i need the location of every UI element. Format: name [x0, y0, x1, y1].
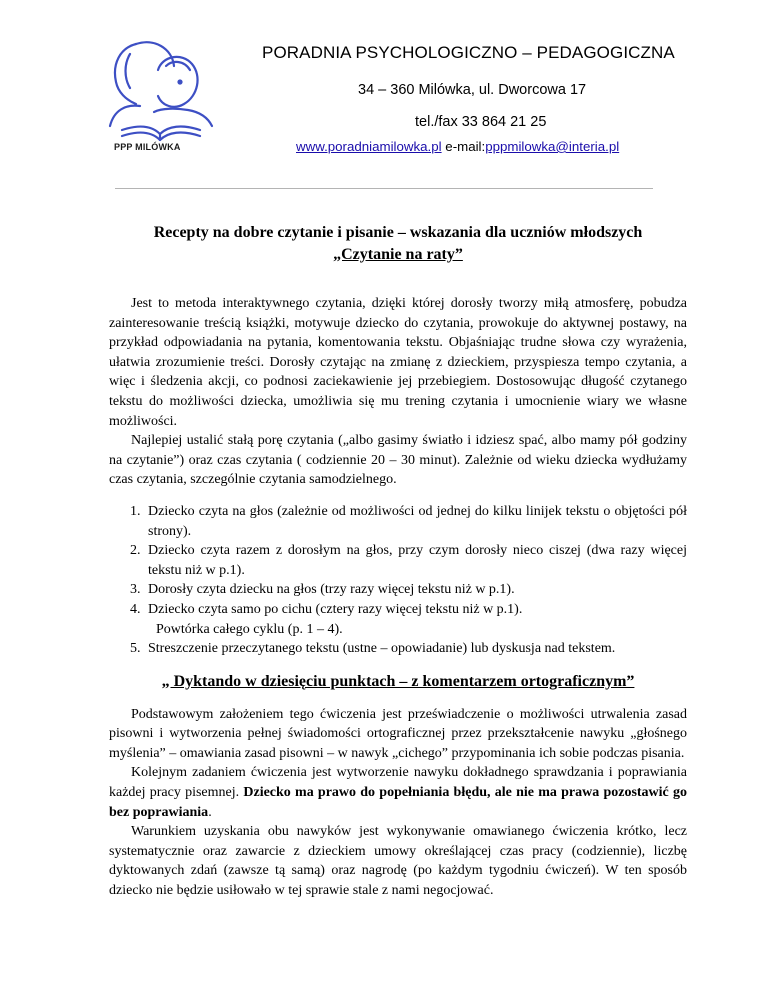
section-subtitle: „Czytanie na raty” [333, 246, 463, 263]
email-link[interactable]: pppmilowka@interia.pl [485, 139, 620, 154]
list-item-text: Dziecko czyta samo po cichu (cztery razy więcej tekstu niż w p.1). [148, 601, 523, 617]
section-title: Recepty na dobre czytanie i pisanie – wskazania dla uczniów młodszych [153, 224, 643, 241]
address: 34 – 360 Milówka, ul. Dworcowa 17 [358, 82, 587, 98]
list-item [144, 600, 687, 639]
phone: tel./fax 33 864 21 25 [415, 114, 547, 130]
list-note: Powtórka całego cyklu (p. 1 – 4). [156, 621, 343, 637]
list-item: 1. Dziecko czyta na głos (zależnie od możliwości od jednej do kilku linijek tekstu o objętości pół strony). [144, 502, 687, 541]
spacer [109, 490, 687, 502]
document-body [109, 222, 687, 901]
steps-list [109, 502, 687, 659]
paragraph-text: . [208, 804, 212, 820]
paragraph: Jest to metoda interaktywnego czytania, dzięki której dorosły tworzy miłą atmosferę, pobudza zainteresowanie treścią książki, motywuje dziecko do czytania, prowokuje do aktywnej postawy, na przykład odpowiadania na pytania, komentowania tekstu. Objaśniając trudne słowa czy wyrażenia, ułatwia zrozumienie treści. Dorosły czytając na zmianę z dzieckiem, przyspiesza tempo czytania, a więc i śledzenia akcji, co podnosi zaciekawienie jej przebiegiem. Dostosowując długość czytanego tekstu do możliwości dziecka, umożliwia się mu trening czytania i umocnienie wiary we własne możliwości. [109, 296, 687, 429]
paragraph: Warunkiem uzyskania obu nawyków jest wykonywanie omawianego ćwiczenia krótko, lecz systematycznie oraz zawarcie z dzieckiem umowy określającej czas pracy (codziennie), liczbę dyktowanych zdań (zawsze tą samą) oraz nagrodę (po każdym tygodniu ćwiczeń). W ten sposób dziecko nie będzie usiłowało w tej sprawie stale z nami negocjować. [109, 824, 687, 899]
paragraph: Podstawowym założeniem tego ćwiczenia jest przeświadczenie o możliwości utrwalenia zasad pisowni i wytworzenia pełnej świadomości ortograficznej przez przekształcenie nawyku „głośnego myślenia” – omawiania zasad pisowni – w nawyk „cichego” przypominania ich sobie podczas pisania. [109, 706, 687, 761]
org-name: PORADNIA PSYCHOLOGICZNO – PEDAGOGICZNA [262, 43, 675, 62]
section-title: „ Dyktando w dziesięciu punktach – z komentarzem ortograficznym” [161, 672, 635, 690]
contact-line [296, 139, 619, 154]
email-label: e-mail: [445, 139, 486, 154]
logo-text: PPP MILÓWKA [114, 142, 181, 152]
spacer [109, 659, 687, 671]
logo-parent-child-reading-icon [96, 26, 226, 156]
list-item: 2. Dziecko czyta razem z dorosłym na głos, przy czym dorosły nieco ciszej (dwa razy więcej tekstu niż w p.1). [144, 541, 687, 580]
emphasis-text: Dziecko ma prawo do popełniania błędu, ale nie ma prawa pozostawić go bez poprawiania [109, 785, 687, 820]
header-divider [115, 188, 653, 189]
paragraph: Najlepiej ustalić stałą porę czytania („albo gasimy światło i idziesz spać, albo mamy pół godziny na czytanie”) oraz czas czytania ( codziennie 20 – 30 minut). Zależnie od wieku dziecka wydłużamy czas czytania, szczególnie czytania samodzielnego. [109, 433, 687, 488]
website-link[interactable]: www.poradniamilowka.pl [296, 139, 442, 154]
spacer [109, 266, 687, 294]
list-item: 5. Streszczenie przeczytanego tekstu (ustne – opowiadanie) lub dyskusja nad tekstem. [144, 639, 687, 659]
spacer [109, 693, 687, 705]
paragraph-text: Kolejnym zadaniem ćwiczenia jest wytworzenie nawyku dokładnego sprawdzania i poprawiania każdej pracy pisemnej. [109, 765, 687, 801]
letterhead [0, 0, 768, 190]
list-item: 3. Dorosły czyta dziecku na głos (trzy razy więcej tekstu niż w p.1). [144, 580, 687, 600]
paragraph [109, 763, 687, 822]
